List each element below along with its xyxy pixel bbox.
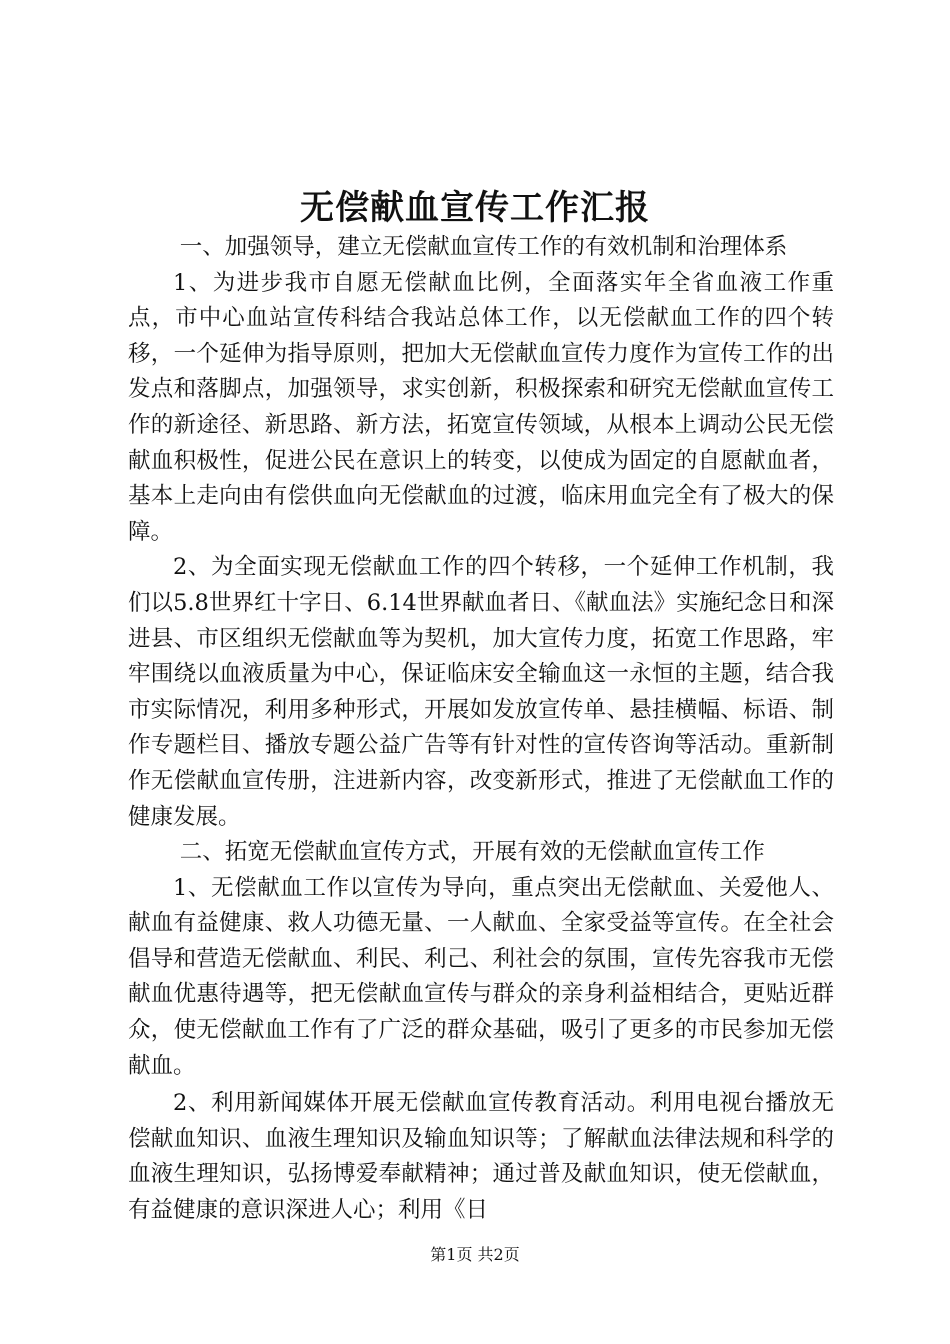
section-heading-2: 二、拓宽无偿献血宣传方式，开展有效的无偿献血宣传工作	[179, 839, 765, 866]
section-heading-1: 一、加强领导，建立无偿献血宣传工作的有效机制和治理体系	[179, 234, 788, 260]
document-title: 无偿献血宣传工作汇报	[300, 188, 650, 228]
paragraph-1-1: 1、为进步我市自愿无偿献血比例，全面落实年全省血液工作重点，市中心血站宣传科结合我站总体工作，以无偿献血工作的四个转移，一个延伸为指导原则，把加大无偿献血宣传力度作为宣传工作的出发点和落脚点，加强领导，求实创新，积极探索和研究无偿献血宣传工作的新途径、新思路、新方法，拓宽宣传领域，从根本上调动公民无偿献血积极性，促进公民在意识上的转变，以使成为固定的自愿献血者，基本上走向由有偿供血向无偿献血的过渡，临床用血完全有了极大的保障。	[128, 269, 834, 545]
paragraph-1-2: 2、为全面实现无偿献血工作的四个转移，一个延伸工作机制，我们以5.8世界红十字日、6.14世界献血者日、《献血法》实施纪念日和深进县、市区组织无偿献血等为契机，加大宣传力度，拓宽工作思路，牢牢围绕以血液质量为中心，保证临床安全输血这一永恒的主题，结合我市实际情况，利用多种形式，开展如发放宣传单、悬挂横幅、标语、制作专题栏目、播放专题公益广告等有针对性的宣传咨询等活动。重新制作无偿献血宣传册，注进新内容，改变新形式，推进了无偿献血工作的健康发展。	[128, 554, 834, 830]
paragraph-2-2: 2、利用新闻媒体开展无偿献血宣传教育活动。利用电视台播放无偿献血知识、血液生理知识及输血知识等；了解献血法律法规和科学的血液生理知识，弘扬博爱奉献精神；通过普及献血知识，使无偿献血，有益健康的意识深进人心；利用《日	[128, 1090, 834, 1224]
paragraph-2-1: 1、无偿献血工作以宣传为导向，重点突出无偿献血、关爱他人、献血有益健康、救人功德无量、一人献血、全家受益等宣传。在全社会倡导和营造无偿献血、利民、利己、利社会的氛围，宣传先容我市无偿献血优惠待遇等，把无偿献血宣传与群众的亲身利益相结合，更贴近群众，使无偿献血工作有了广泛的群众基础，吸引了更多的市民参加无偿献血。	[128, 874, 834, 1079]
document-body	[128, 230, 834, 1229]
page-footer: 第1页 共2页	[430, 1245, 520, 1264]
